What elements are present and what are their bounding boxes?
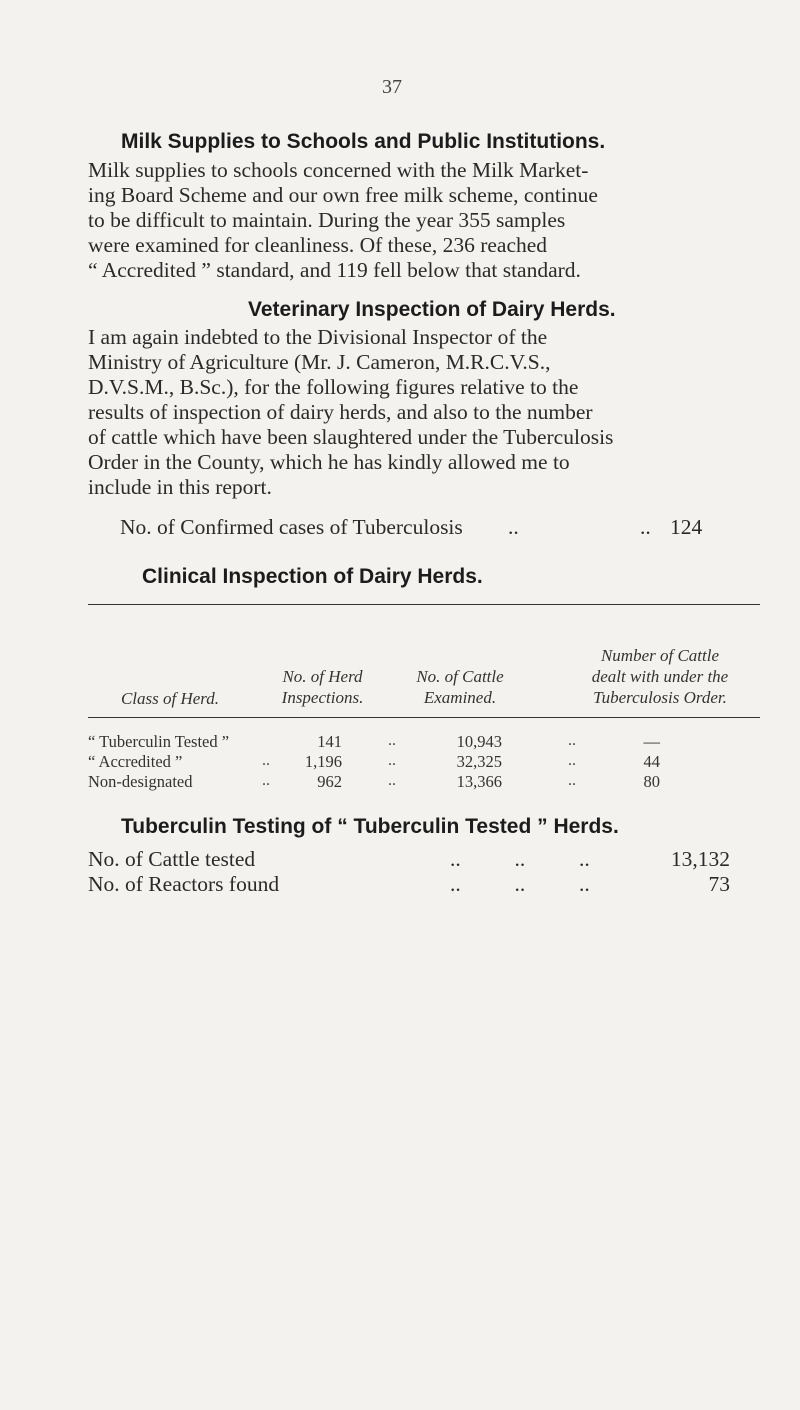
cell-cattle-examined: 13,366	[456, 772, 502, 791]
leader-dots: ..	[640, 515, 651, 539]
leader-dots: ..	[568, 732, 576, 749]
leader-dots: ..	[262, 752, 270, 769]
cell-cattle-dealt-with: 80	[643, 772, 660, 791]
text-line: D.V.S.M., B.Sc.), for the following figures relative to the	[88, 375, 579, 399]
cell-herd-inspections: 1,196	[304, 752, 342, 771]
table-top-rule	[88, 604, 760, 605]
heading-clinical-inspection: Clinical Inspection of Dairy Herds.	[142, 565, 483, 588]
leader-dots: ..	[388, 752, 396, 769]
header-line: Examined.	[423, 688, 497, 707]
text-line: results of inspection of dairy herds, and also to the number	[88, 400, 593, 424]
cell-cattle-examined: 10,943	[456, 732, 502, 751]
cell-cattle-dealt-with: 44	[643, 752, 660, 771]
text-line: Milk supplies to schools concerned with the Milk Market-	[88, 158, 589, 182]
text-line: were examined for cleanliness. Of these, 236 reached	[88, 233, 548, 257]
cell-herd-inspections: 141	[317, 732, 342, 751]
heading-milk-supplies: Milk Supplies to Schools and Public Institutions.	[121, 130, 606, 153]
leader-dots: ..	[388, 732, 396, 749]
column-header-herd-inspections	[255, 666, 390, 708]
tuberculin-label: No. of Cattle tested	[88, 847, 256, 871]
cell-herd-inspections: 962	[317, 772, 342, 791]
header-line: Inspections.	[281, 688, 364, 707]
confirmed-cases-label: No. of Confirmed cases of Tuberculosis	[120, 515, 463, 539]
paragraph-milk-supplies	[88, 158, 760, 283]
text-line: ing Board Scheme and our own free milk scheme, continue	[88, 183, 598, 207]
heading-tuberculin-testing: Tuberculin Testing of “ Tuberculin Tested ” Herds.	[121, 815, 619, 838]
leader-dots: ..	[568, 772, 576, 789]
leader-dots: ..	[508, 515, 519, 539]
leader-dots: ..	[568, 752, 576, 769]
tuberculin-label: No. of Reactors found	[88, 872, 280, 896]
page-number: 37	[382, 76, 402, 98]
confirmed-cases-value: 124	[670, 515, 703, 539]
header-line: No. of Cattle	[416, 667, 504, 686]
cell-cattle-examined: 32,325	[456, 752, 502, 771]
cell-class: Non-designated	[88, 772, 193, 791]
leader-dots: .. .. ..	[450, 847, 590, 871]
cell-class: “ Tuberculin Tested ”	[88, 732, 230, 751]
heading-veterinary-inspection: Veterinary Inspection of Dairy Herds.	[248, 298, 616, 321]
paragraph-veterinary-inspection	[88, 325, 760, 500]
leader-dots: ..	[262, 772, 270, 789]
text-line: Order in the County, which he has kindly allowed me to	[88, 450, 570, 474]
column-header-cattle-examined	[395, 666, 525, 708]
tuberculin-value: 73	[708, 872, 730, 896]
header-line: Number of Cattle	[600, 646, 720, 665]
column-header-cattle-dealt-with	[560, 645, 760, 708]
header-line: dealt with under the	[591, 667, 729, 686]
cell-cattle-dealt-with: —	[643, 732, 660, 751]
tuberculin-value: 13,132	[670, 847, 730, 871]
table-header-rule	[88, 717, 760, 718]
cell-class: “ Accredited ”	[88, 752, 183, 771]
leader-dots: ..	[388, 772, 396, 789]
text-line: of cattle which have been slaughtered under the Tuberculosis	[88, 425, 614, 449]
header-line: Tuberculosis Order.	[593, 688, 727, 707]
text-line: “ Accredited ” standard, and 119 fell below that standard.	[88, 258, 581, 282]
header-line: No. of Herd	[282, 667, 363, 686]
text-line: I am again indebted to the Divisional Inspector of the	[88, 325, 548, 349]
column-header-class: Class of Herd.	[120, 689, 220, 708]
leader-dots: .. .. ..	[450, 872, 590, 896]
text-line: include in this report.	[88, 475, 272, 499]
text-line: to be difficult to maintain. During the year 355 samples	[88, 208, 566, 232]
text-line: Ministry of Agriculture (Mr. J. Cameron, M.R.C.V.S.,	[88, 350, 551, 374]
